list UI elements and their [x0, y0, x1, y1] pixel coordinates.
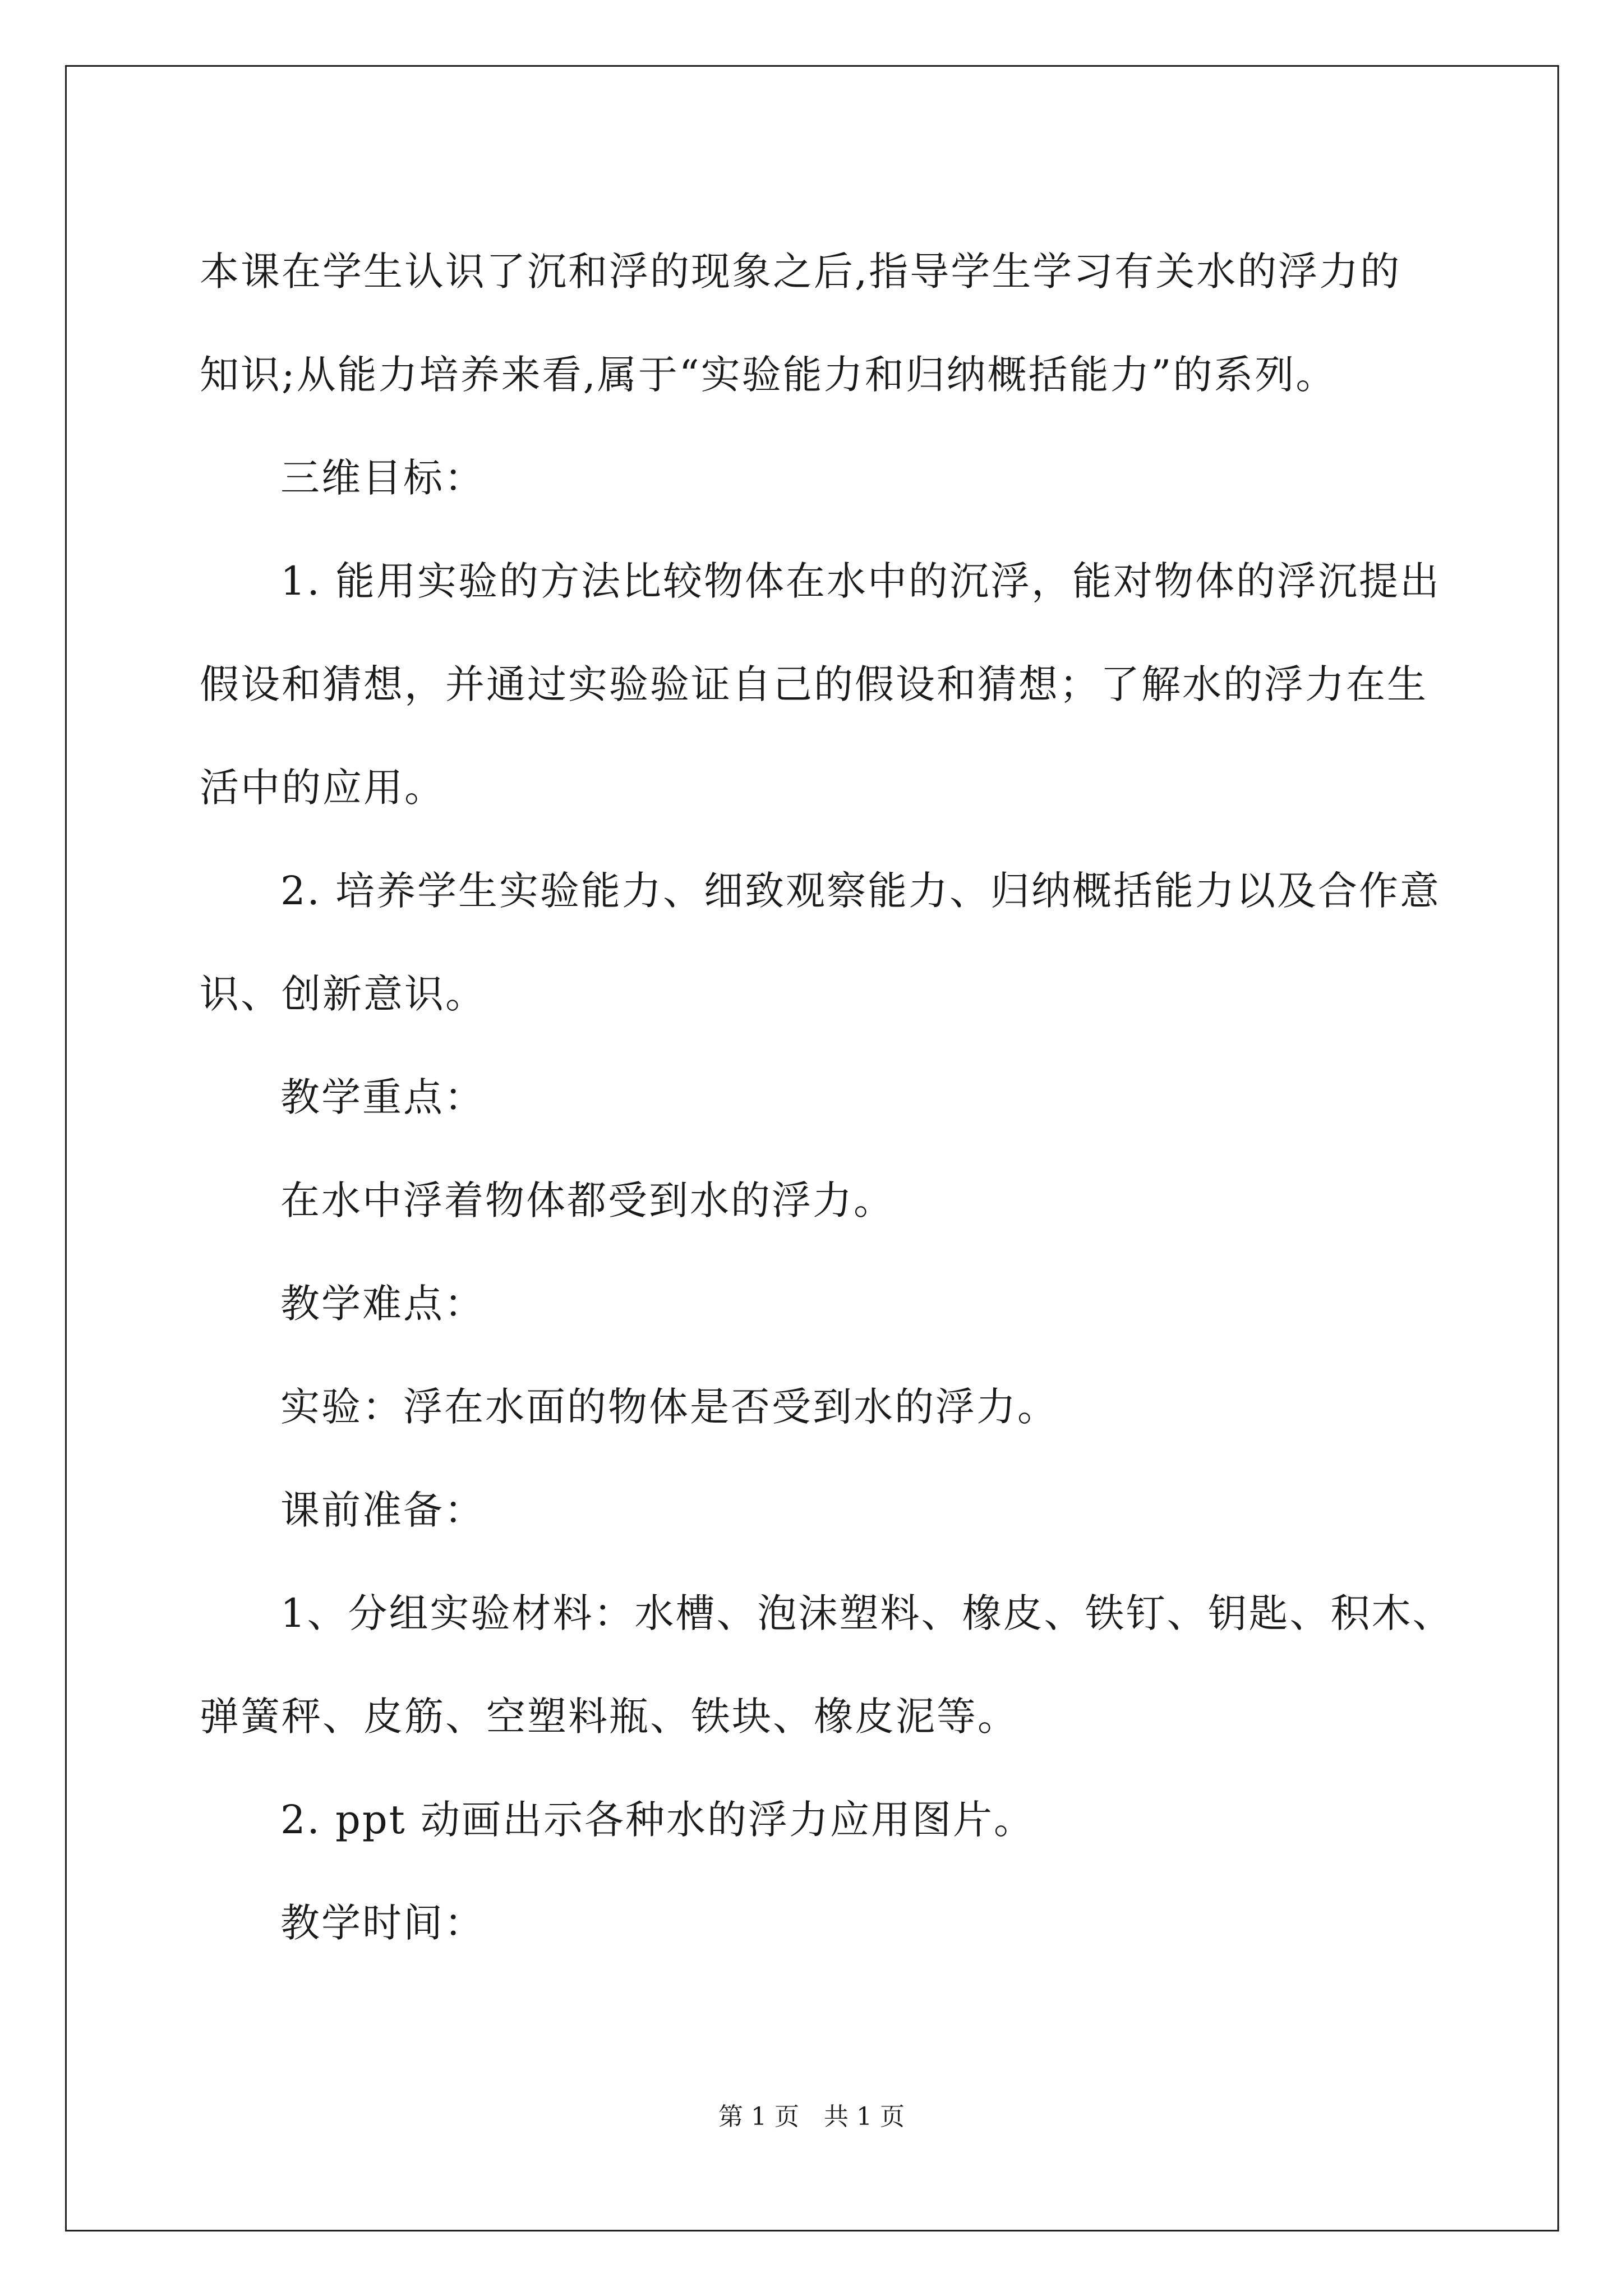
heading-difficulties: 教学难点：	[280, 1281, 485, 1327]
paragraph-line: 1. 能用实验的方法比较物体在水中的沉浮，能对物体的浮沉提出	[280, 558, 1441, 604]
paragraph-line: 知识;从能力培养来看,属于“实验能力和归纳概括能力”的系列。	[200, 352, 1337, 398]
heading-objectives: 三维目标：	[280, 455, 485, 501]
page-footer	[0, 2100, 1623, 2134]
heading-key-points: 教学重点：	[280, 1074, 485, 1120]
paragraph-line: 本课在学生认识了沉和浮的现象之后,指导学生学习有关水的浮力的	[200, 249, 1401, 295]
paragraph-line: 识、创新意识。	[200, 971, 486, 1017]
paragraph-line: 实验：浮在水面的物体是否受到水的浮力。	[280, 1384, 1058, 1430]
heading-teaching-time: 教学时间：	[280, 1900, 485, 1946]
page-total: 共 1 页	[824, 2102, 905, 2131]
paragraph-line: 2. 培养学生实验能力、细致观察能力、归纳概括能力以及合作意	[280, 868, 1441, 914]
paragraph-line: 假设和猜想，并通过实验验证自己的假设和猜想；了解水的浮力在生	[200, 661, 1428, 707]
paragraph-line: 2. ppt 动画出示各种水的浮力应用图片。	[280, 1797, 1035, 1843]
paragraph-line: 在水中浮着物体都受到水的浮力。	[280, 1177, 895, 1223]
paragraph-line: 1、分组实验材料：水槽、泡沫塑料、橡皮、铁钉、钥匙、积木、	[280, 1590, 1454, 1636]
page-number: 第 1 页	[718, 2102, 799, 2131]
paragraph-line: 弹簧秤、皮筋、空塑料瓶、铁块、橡皮泥等。	[200, 1694, 1018, 1740]
document-body	[200, 220, 1454, 1975]
heading-preparation: 课前准备：	[280, 1487, 485, 1533]
paragraph-line: 活中的应用。	[200, 765, 445, 811]
